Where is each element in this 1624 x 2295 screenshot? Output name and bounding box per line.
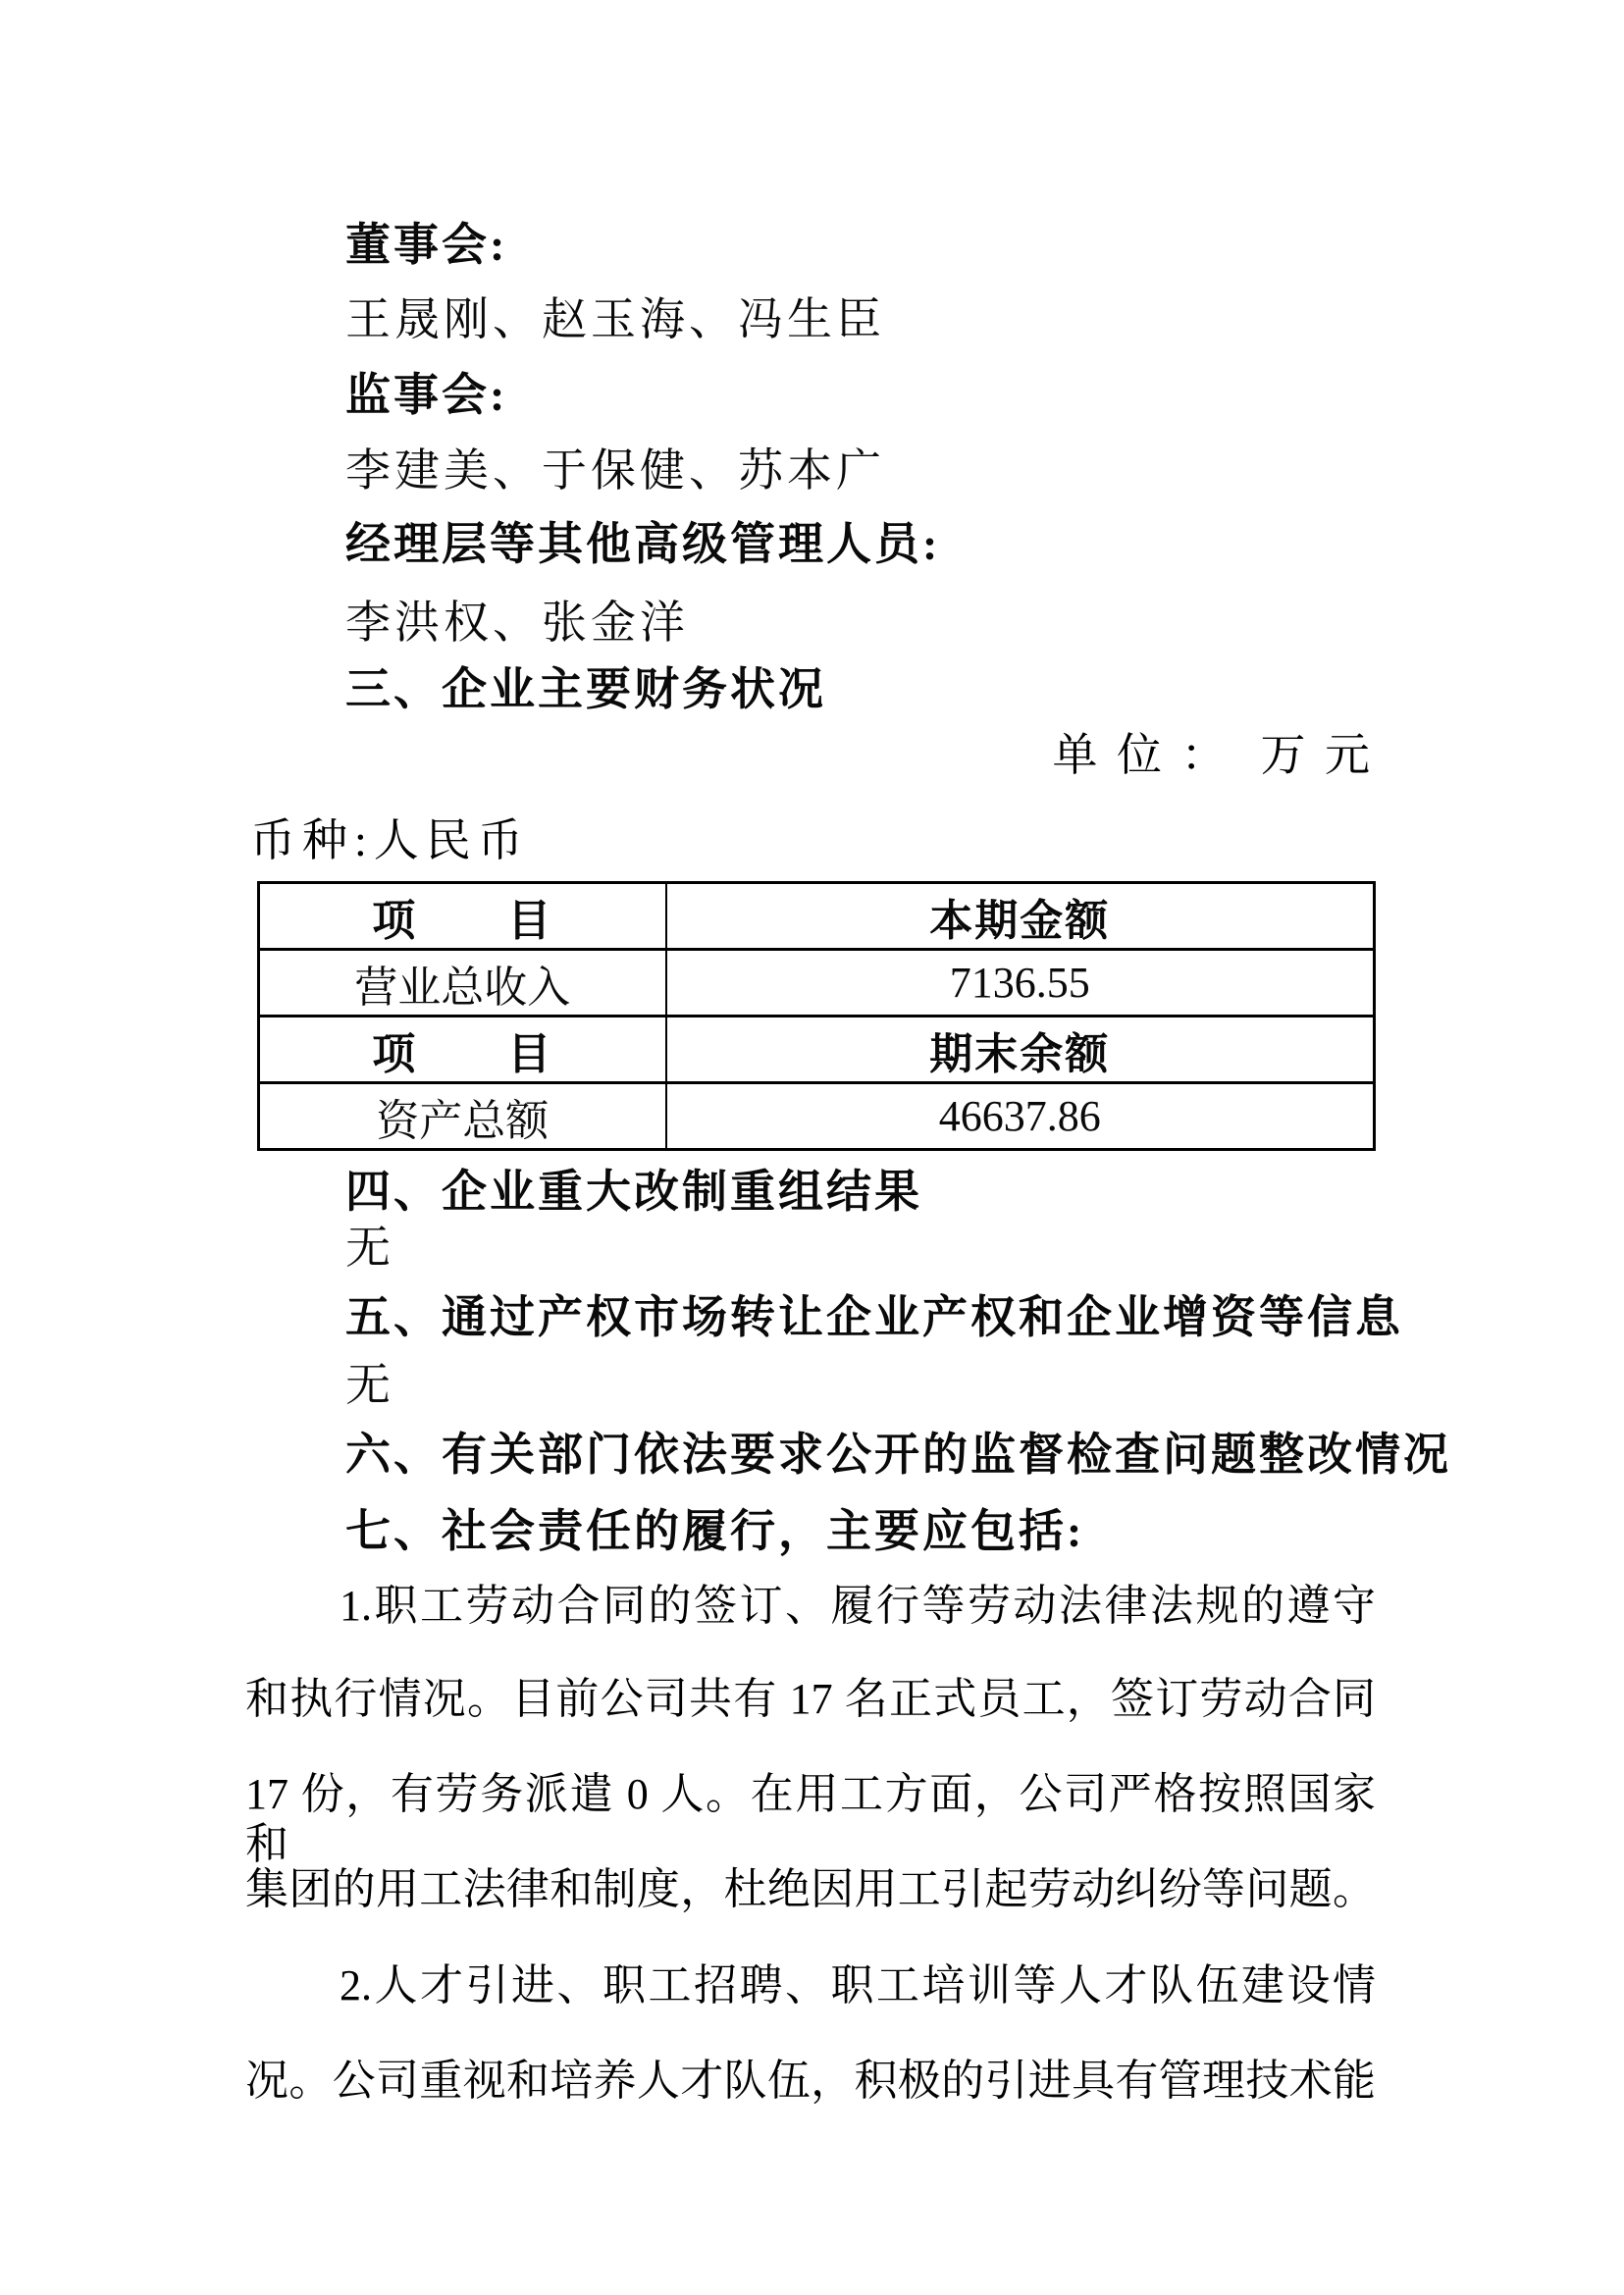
paragraph2-line1: 2.人才引进、职工招聘、职工培训等人才队伍建设情 — [340, 1961, 1376, 2009]
board-members: 王晟刚、赵玉海、冯生臣 — [345, 294, 885, 344]
table-row-header-1 — [259, 883, 1375, 950]
table-cell-assets-label: 资产总额 — [259, 1083, 666, 1150]
section4-heading: 四、企业重大改制重组结果 — [345, 1167, 922, 1217]
management-members: 李洪权、张金洋 — [345, 598, 689, 648]
unit-note: 单 位 ： 万 元 — [1052, 730, 1374, 780]
section7-heading: 七、社会责任的履行，主要应包括: — [345, 1506, 1085, 1556]
section6-heading: 六、有关部门依法要求公开的监督检查问题整改情况 — [345, 1430, 1451, 1480]
table-row-assets — [259, 1083, 1375, 1150]
finance-table — [257, 881, 1376, 1151]
paragraph1-line4: 集团的用工法律和制度，杜绝因用工引起劳动纠纷等问题。 — [245, 1865, 1376, 1913]
section4-content: 无 — [345, 1223, 391, 1273]
table-row-revenue — [259, 950, 1375, 1017]
table-cell-balance-header: 期末余额 — [666, 1017, 1375, 1083]
table-cell-item-header: 项 目 — [259, 883, 666, 950]
currency-note: 币种:人民币 — [250, 815, 530, 865]
table-cell-assets-value: 46637.86 — [666, 1083, 1375, 1150]
paragraph2-line2: 况。公司重视和培养人才队伍，积极的引进具有管理技术能 — [245, 2057, 1376, 2105]
section5-content: 无 — [345, 1360, 391, 1410]
paragraph1-line1: 1.职工劳动合同的签订、履行等劳动法律法规的遵守 — [340, 1582, 1376, 1630]
section3-heading: 三、企业主要财务状况 — [345, 664, 826, 714]
table-cell-revenue-value: 7136.55 — [666, 950, 1375, 1017]
management-heading: 经理层等其他高级管理人员: — [345, 519, 941, 569]
paragraph1-line3: 17 份，有劳务派遣 0 人。在用工方面，公司严格按照国家和 — [245, 1770, 1376, 1868]
board-heading: 董事会: — [345, 220, 508, 270]
table-cell-amount-header: 本期金额 — [666, 883, 1375, 950]
table-cell-item-header-2: 项 目 — [259, 1017, 666, 1083]
paragraph1-line2: 和执行情况。目前公司共有 17 名正式员工，签订劳动合同 — [245, 1675, 1376, 1723]
section5-heading: 五、通过产权市场转让企业产权和企业增资等信息 — [345, 1292, 1403, 1342]
table-row-header-2 — [259, 1017, 1375, 1083]
table-cell-revenue-label: 营业总收入 — [259, 950, 666, 1017]
supervisory-members: 李建美、于保健、苏本广 — [345, 445, 885, 496]
supervisory-heading: 监事会: — [345, 370, 508, 420]
